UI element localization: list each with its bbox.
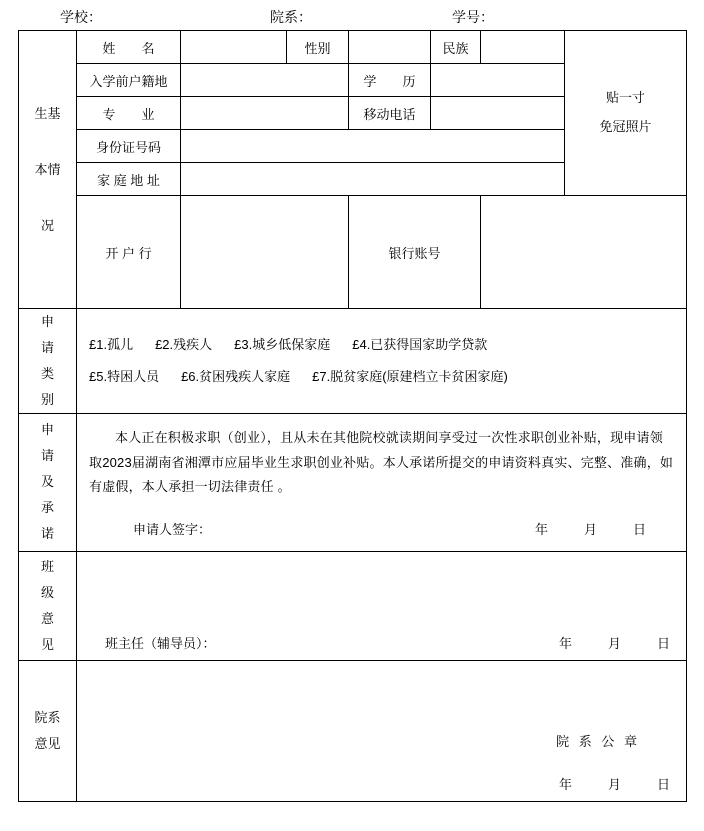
promise-signature-row bbox=[89, 518, 674, 543]
promise-side-label: 申 请 及 承 诺 bbox=[19, 414, 77, 552]
class-teacher-signature-label[interactable]: 班主任（辅导员）： bbox=[105, 635, 216, 651]
photo-placeholder: 贴一寸 免冠照片 bbox=[565, 31, 687, 196]
applicant-signature-label[interactable]: 申请人签字： bbox=[133, 522, 212, 538]
table-row bbox=[19, 196, 687, 309]
category-option-7[interactable]: £7.脱贫家庭(原建档立卡贫困家庭) bbox=[312, 369, 508, 384]
year-label: 年 bbox=[534, 522, 548, 538]
category-option-3[interactable]: £3.城乡低保家庭 bbox=[234, 336, 331, 352]
id-number-value[interactable] bbox=[181, 130, 565, 163]
dept-opinion-body[interactable] bbox=[77, 660, 687, 801]
promise-body bbox=[77, 414, 687, 552]
day-label: 日 bbox=[656, 635, 670, 651]
category-option-4[interactable]: £4.已获得国家助学贷款 bbox=[352, 336, 488, 352]
application-form-table bbox=[18, 30, 687, 802]
class-opinion-body[interactable] bbox=[77, 551, 687, 660]
table-row bbox=[19, 414, 687, 552]
class-opinion-date[interactable] bbox=[559, 633, 670, 652]
header bbox=[18, 6, 686, 28]
category-options-line-2 bbox=[89, 361, 676, 394]
bank-account-value[interactable] bbox=[481, 196, 687, 309]
school-label: 学校： bbox=[60, 9, 102, 25]
category-option-1[interactable]: £1.孤儿 bbox=[89, 336, 134, 352]
mobile-value[interactable] bbox=[431, 97, 565, 130]
table-row bbox=[19, 309, 687, 414]
hukou-value[interactable] bbox=[181, 64, 349, 97]
bank-account-label: 银行账号 bbox=[349, 196, 481, 309]
day-label: 日 bbox=[632, 522, 646, 538]
table-row bbox=[19, 31, 687, 64]
name-value[interactable] bbox=[181, 31, 287, 64]
category-options-line-1 bbox=[89, 329, 676, 362]
major-value[interactable] bbox=[181, 97, 349, 130]
dept-opinion-date[interactable] bbox=[559, 774, 670, 793]
category-options bbox=[77, 309, 687, 414]
gender-value[interactable] bbox=[349, 31, 431, 64]
home-address-value[interactable] bbox=[181, 163, 565, 196]
month-label: 月 bbox=[607, 635, 621, 651]
name-label: 姓 名 bbox=[77, 31, 181, 64]
dept-label: 院系： bbox=[270, 9, 312, 25]
education-label: 学 历 bbox=[349, 64, 431, 97]
category-option-2[interactable]: £2.残疾人 bbox=[155, 336, 213, 352]
ethnicity-value[interactable] bbox=[481, 31, 565, 64]
mobile-label: 移动电话 bbox=[349, 97, 431, 130]
category-side-label: 申 请 类 别 bbox=[19, 309, 77, 414]
table-row bbox=[19, 660, 687, 801]
promise-text: 本人正在积极求职（创业），且从未在其他院校就读期间享受过一次性求职创业补贴，现申请领取2023届湖南省湘潭市应届毕业生求职创业补贴。本人承诺所提交的申请资料真实、完整、准确，如有虚假，本人承担一切法律责任 。 bbox=[89, 430, 674, 495]
bank-label: 开 户 行 bbox=[77, 196, 181, 309]
year-label: 年 bbox=[558, 776, 572, 792]
category-option-5[interactable]: £5.特困人员 bbox=[89, 369, 160, 384]
major-label: 专 业 bbox=[77, 97, 181, 130]
year-label: 年 bbox=[558, 635, 572, 651]
student-id-label: 学号： bbox=[452, 9, 494, 25]
gender-label: 性别 bbox=[287, 31, 349, 64]
education-value[interactable] bbox=[431, 64, 565, 97]
table-row bbox=[19, 551, 687, 660]
day-label: 日 bbox=[656, 776, 670, 792]
dept-opinion-side-label: 院系 意见 bbox=[19, 660, 77, 801]
month-label: 月 bbox=[607, 776, 621, 792]
ethnicity-label: 民族 bbox=[431, 31, 481, 64]
id-number-label: 身份证号码 bbox=[77, 130, 181, 163]
basic-info-side-label: 生基 本情 况 bbox=[19, 31, 77, 309]
month-label: 月 bbox=[583, 522, 597, 538]
home-address-label: 家 庭 地 址 bbox=[77, 163, 181, 196]
promise-date[interactable] bbox=[535, 518, 646, 543]
category-option-6[interactable]: £6.贫困残疾人家庭 bbox=[181, 369, 291, 384]
dept-seal-label: 院 系 公 章 bbox=[556, 733, 640, 749]
bank-value[interactable] bbox=[181, 196, 349, 309]
class-opinion-side-label: 班 级 意 见 bbox=[19, 551, 77, 660]
hukou-label: 入学前户籍地 bbox=[77, 64, 181, 97]
